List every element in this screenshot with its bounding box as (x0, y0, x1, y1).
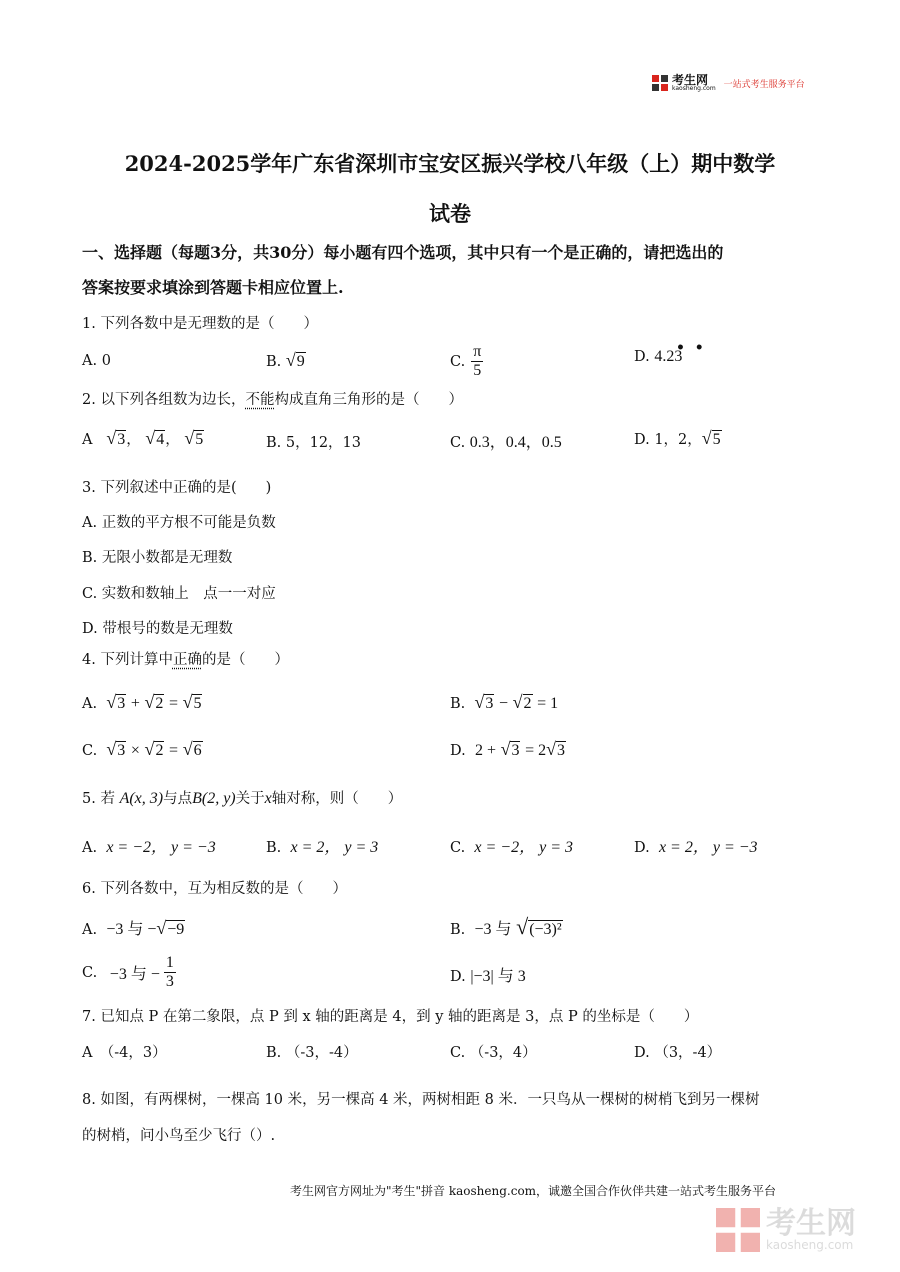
footer-text: 考生网官方网址为"考生"拼音 kaosheng.com，诚邀全国合作伙伴共建一站式考生服务平台 (290, 1184, 777, 1198)
q4-option-c: C. √3 × √2 = √6 (82, 739, 202, 759)
q3-option-a: A. 正数的平方根不可能是负数 (82, 515, 276, 531)
q1-c-numerator: π (473, 343, 482, 360)
logo-text: 考生网 (672, 73, 709, 87)
logo-slogan: 一站式考生服务平台 (723, 79, 805, 90)
q7-option-d: D. （3，-4） (634, 1045, 722, 1061)
watermark-logo-icon (716, 1208, 760, 1252)
logo-sub: kaosheng.com (672, 85, 716, 92)
q4-option-d: D. 2 + √3 = 2√3 (450, 739, 565, 759)
kaosheng-logo-icon (652, 75, 668, 91)
q6-option-d: D. |−3| 与 3 (450, 968, 526, 985)
q1-option-c: C. $\frac{\pi}{5}$ (450, 343, 482, 379)
q6-option-c: C. −3 与 − $\frac{1}{3}$ (82, 954, 174, 990)
q6-stem: 6. 下列各数中，互为相反数的是（ ） (82, 881, 347, 897)
watermark-text: 考生网 (766, 1206, 856, 1241)
q1-option-b: B. √9 (266, 350, 305, 370)
q7-option-a: A （-4，3） (82, 1045, 167, 1061)
q5-option-a: A. x = −2， y = −3 (82, 839, 216, 856)
repeating-dots: • • (676, 340, 704, 356)
q7-option-c: C. （-3，4） (450, 1045, 537, 1061)
q5-stem: 5. 若 A(x, 3)与点B(2, y)关于x轴对称，则（ ） (82, 790, 403, 807)
brand-logo (652, 74, 805, 92)
q2-option-d: D. 1，2，√5 (634, 428, 721, 448)
q3-stem: 3. 下列叙述中正确的是( ) (82, 480, 272, 496)
q3-option-d: D. 带根号的数是无理数 (82, 621, 233, 637)
q4-stem: 4. 下列计算中正确的是（ ） (82, 652, 289, 668)
q1-option-d: D. 4.23 • • (634, 340, 704, 365)
q1-b-radicand: 9 (296, 353, 305, 370)
q5-option-c: C. x = −2， y = 3 (450, 839, 574, 856)
q2-option-c: C. 0.3，0.4，0.5 (450, 434, 562, 451)
q3-option-b: B. 无限小数都是无理数 (82, 550, 233, 566)
watermark (716, 1208, 856, 1252)
q4-option-a: A. √3 + √2 = √5 (82, 692, 202, 712)
q4-emphasis: 正确 (172, 652, 202, 668)
q7-stem: 7. 已知点 P 在第二象限，点 P 到 x 轴的距离是 4，到 y 轴的距离是 3，点 P 的坐标是（ ） (82, 1009, 699, 1025)
q1-option-a: A. 0 (82, 353, 111, 369)
q6-option-a: A. −3 与 −√−9 (82, 918, 185, 938)
q5-option-b: B. x = 2， y = 3 (266, 839, 379, 856)
q4-option-b: B. √3 − √2 = 1 (450, 692, 559, 712)
page-title-line1: 2024-2025学年广东省深圳市宝安区振兴学校八年级（上）期中数学 (124, 151, 776, 176)
q1-d-value: 4.23 (654, 348, 683, 365)
q8-line1: 8. 如图，有两棵树，一棵高 10 米，另一棵高 4 米，两树相距 8 米．一只鸟从一棵树的树梢飞到另一棵树 (82, 1092, 760, 1108)
q5-option-d: D. x = 2， y = −3 (634, 839, 758, 856)
section-heading-line2: 答案按要求填涂到答题卡相应位置上. (82, 278, 344, 297)
watermark-sub: kaosheng.com (766, 1238, 854, 1252)
q1-stem: 1. 下列各数中是无理数的是（ ） (82, 316, 318, 332)
page-title-line2: 试卷 (429, 201, 471, 226)
q1-c-denominator: 5 (473, 362, 482, 379)
q6-option-b: B. −3 与 √(−3)² (450, 914, 562, 939)
q8-line2: 的树梢，问小鸟至少飞行（）. (82, 1128, 276, 1144)
q2-option-a: A √3， √4， √5 (82, 428, 204, 448)
q2-stem: 2. 以下列各组数为边长，不能构成直角三角形的是（ ） (82, 392, 463, 408)
section-heading-line1: 一、选择题（每题3分，共30分）每小题有四个选项，其中只有一个是正确的，请把选出的 (82, 243, 724, 262)
q2-emphasis: 不能 (245, 392, 275, 408)
q7-option-b: B. （-3，-4） (266, 1045, 358, 1061)
q3-option-c: C. 实数和数轴上 点一一对应 (82, 586, 276, 602)
q2-option-b: B. 5，12，13 (266, 435, 362, 451)
